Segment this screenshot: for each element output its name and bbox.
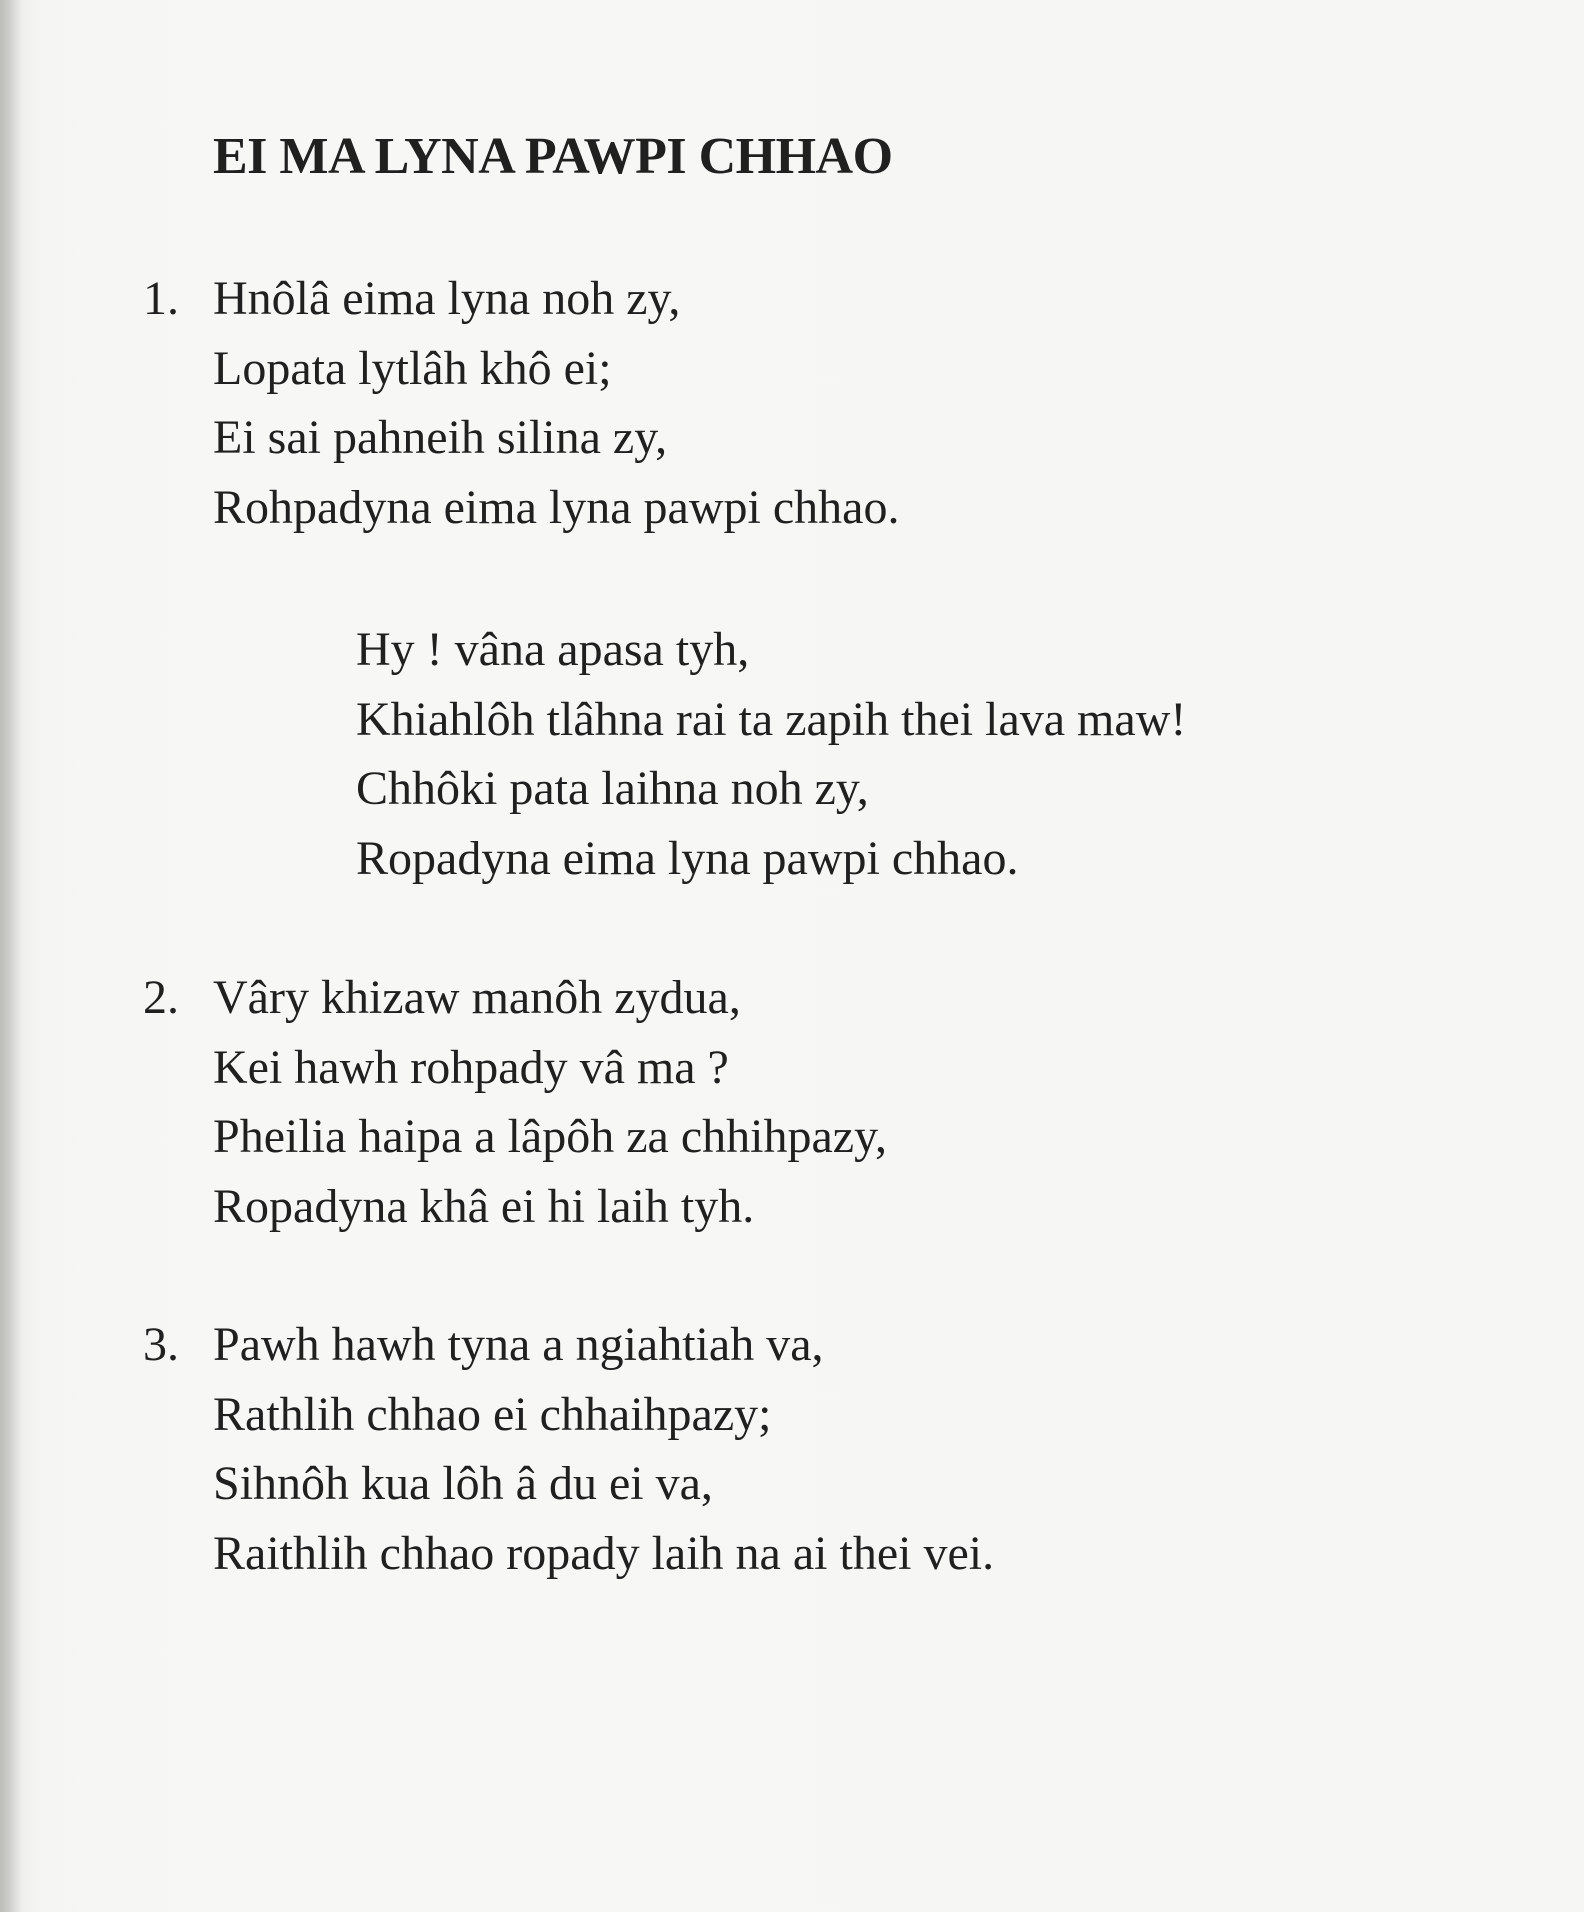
verse-line: Ropadyna khâ ei hi laih tyh. — [213, 1179, 755, 1233]
verse-3 — [143, 1310, 995, 1588]
chorus-line: Khiahlôh tlâhna rai ta zapih thei lava maw! — [356, 692, 1187, 746]
verse-line — [143, 1310, 994, 1380]
verse-number: 1. — [143, 272, 179, 325]
page-spine-shadow — [0, 0, 22, 1912]
verse-line: Raithlih chhao ropady laih na ai thei vei. — [213, 1526, 995, 1580]
chorus — [356, 615, 1186, 893]
chorus-line: Chhôki pata laihna noh zy, — [356, 762, 869, 815]
verse-line-text: Vâry khizaw manôh zydua, — [213, 971, 741, 1024]
verse-line-text: Pawh hawh tyna a ngiahtiah va, — [213, 1318, 824, 1371]
song-title: EI MA LYNA PAWPI CHHAO — [213, 128, 893, 185]
verse-line-text: Hnôlâ eima lyna noh zy, — [213, 272, 681, 325]
verse-line: Sihnôh kua lôh â du ei va, — [213, 1457, 713, 1510]
verse-number: 2. — [143, 971, 179, 1024]
verse-number: 3. — [143, 1318, 179, 1371]
verse-1 — [143, 264, 900, 542]
verse-line: Rathlih chhao ei chhaihpazy; — [213, 1387, 772, 1441]
verse-line — [143, 264, 899, 334]
verse-line: Pheilia haipa a lâpôh za chhihpazy, — [213, 1110, 887, 1163]
verse-line: Ei sai pahneih silina zy, — [213, 411, 668, 464]
verse-line: Rohpadyna eima lyna pawpi chhao. — [213, 480, 900, 534]
chorus-line: Hy ! vâna apasa tyh, — [356, 623, 750, 676]
verse-line: Lopata lytlâh khô ei; — [213, 341, 612, 395]
verse-line — [143, 963, 887, 1033]
chorus-line: Ropadyna eima lyna pawpi chhao. — [356, 831, 1019, 885]
verse-line: Kei hawh rohpady vâ ma ? — [213, 1040, 729, 1094]
verse-2 — [143, 963, 887, 1241]
